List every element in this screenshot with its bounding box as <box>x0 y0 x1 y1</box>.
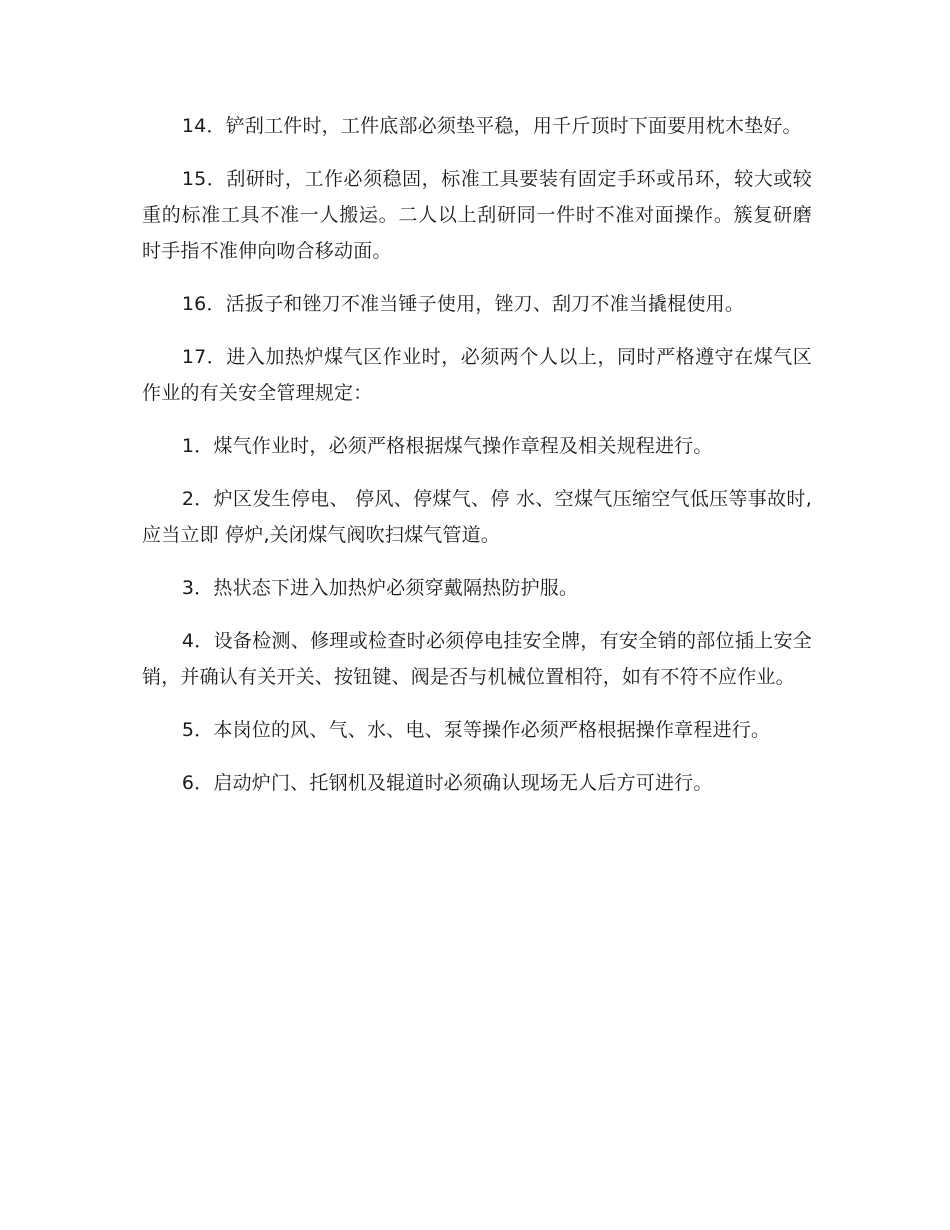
paragraph-subrule-5: 5．本岗位的风、气、水、电、泵等操作必须严格根据操作章程进行。 <box>181 719 771 741</box>
document-body <box>142 108 812 818</box>
paragraph-subrule-6: 6．启动炉门、托钢机及辊道时必须确认现场无人后方可进行。 <box>181 772 713 794</box>
paragraph-rule-15: 15．刮研时，工作必须稳固，标准工具要装有固定手环或吊环，较大或较重的标准工具不准一人搬运。二人以上刮研同一件时不准对面操作。簇复研磨时手指不准伸向吻合移动面。 <box>142 168 812 262</box>
paragraph-subrule-1: 1．煤气作业时，必须严格根据煤气操作章程及相关规程进行。 <box>181 435 713 457</box>
paragraph-subrule-2: 2．炉区发生停电、 停风、停煤气、停 水、空煤气压缩空气低压等事故时,应当立即 停炉,关闭煤气阀吹扫煤气管道。 <box>142 488 812 546</box>
paragraph-rule-17: 17．进入加热炉煤气区作业时，必须两个人以上，同时严格遵守在煤气区作业的有关安全管理规定： <box>142 346 812 404</box>
paragraph-rule-14: 14．铲刮工件时，工件底部必须垫平稳，用千斤顶时下面要用枕木垫好。 <box>181 115 802 137</box>
paragraph-subrule-4: 4．设备检测、修理或检查时必须停电挂安全牌，有安全销的部位插上安全销，并确认有关开关、按钮键、阀是否与机械位置相符，如有不符不应作业。 <box>142 630 812 688</box>
paragraph-subrule-3: 3．热状态下进入加热炉必须穿戴隔热防护服。 <box>181 577 579 599</box>
paragraph-rule-16: 16．活扳子和锉刀不准当锤子使用，锉刀、刮刀不准当撬棍使用。 <box>181 293 745 315</box>
